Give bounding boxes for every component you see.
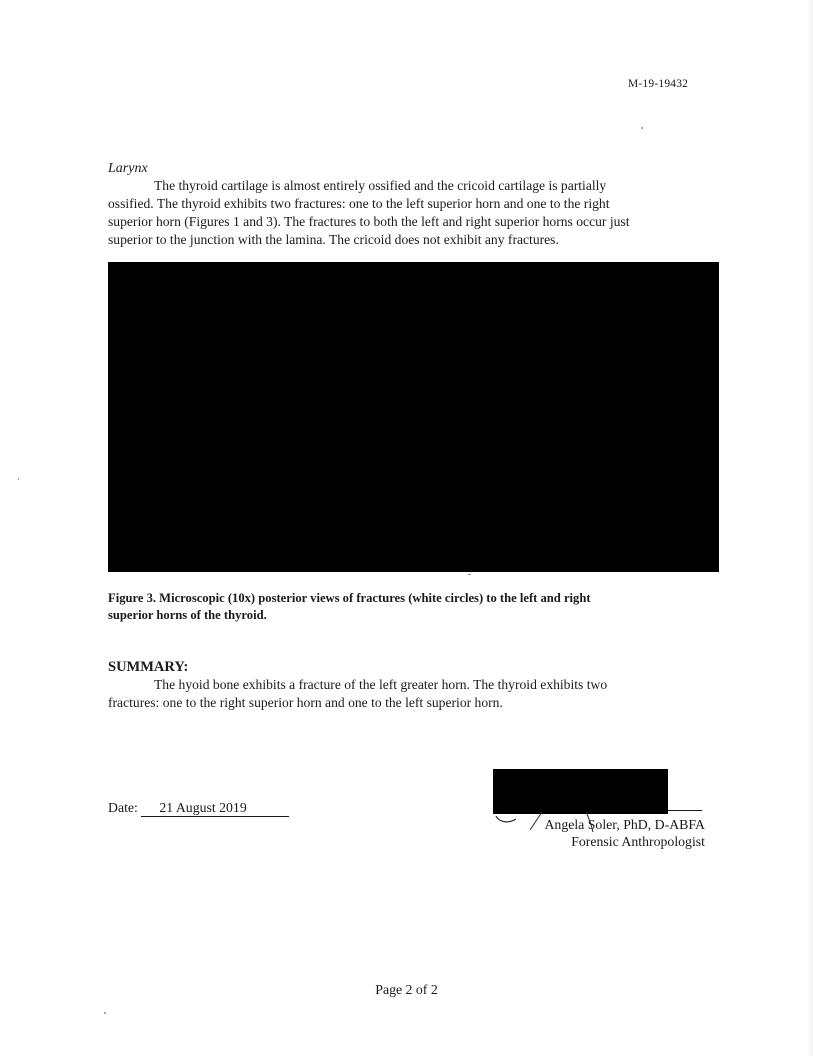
- date-value: 21 August 2019: [141, 800, 289, 817]
- larynx-line: superior to the junction with the lamina. The cricoid does not exhibit any fractures.: [108, 232, 559, 247]
- larynx-line: superior horn (Figures 1 and 3). The fractures to both the left and right superior horns occur just: [108, 214, 630, 229]
- figure-caption-line: superior horns of the thyroid.: [108, 608, 267, 622]
- redacted-signature: [493, 769, 668, 814]
- larynx-line: ossified. The thyroid exhibits two fractures: one to the left superior horn and one to the right: [108, 196, 610, 211]
- redacted-figure-image: [108, 262, 719, 572]
- case-number: M-19-19432: [628, 78, 689, 90]
- summary-heading: SUMMARY:: [108, 659, 189, 675]
- summary-paragraph: [108, 676, 688, 712]
- signer-title: Forensic Anthropologist: [571, 834, 705, 849]
- page-number: Page 2 of 2: [375, 982, 438, 997]
- figure-caption-line: Figure 3. Microscopic (10x) posterior views of fractures (white circles) to the left and right: [108, 591, 591, 605]
- page-edge-shadow: [807, 0, 813, 1056]
- summary-line: fractures: one to the right superior horn and one to the left superior horn.: [108, 695, 503, 710]
- scan-speck: [468, 574, 471, 575]
- scan-speck: [104, 1012, 106, 1014]
- date-row: [108, 800, 289, 817]
- scan-speck: [18, 478, 19, 480]
- summary-line: The hyoid bone exhibits a fracture of the left greater horn. The thyroid exhibits two: [154, 677, 608, 692]
- larynx-line: The thyroid cartilage is almost entirely ossified and the cricoid cartilage is partially: [154, 178, 607, 193]
- figure-caption: [108, 590, 718, 624]
- larynx-heading: Larynx: [108, 161, 148, 176]
- signer-name: Angela Soler, PhD, D-ABFA: [544, 817, 705, 832]
- larynx-paragraph: [108, 177, 706, 249]
- scan-speck: [641, 127, 643, 129]
- date-label: Date:: [108, 800, 138, 815]
- signature-line: [668, 810, 702, 811]
